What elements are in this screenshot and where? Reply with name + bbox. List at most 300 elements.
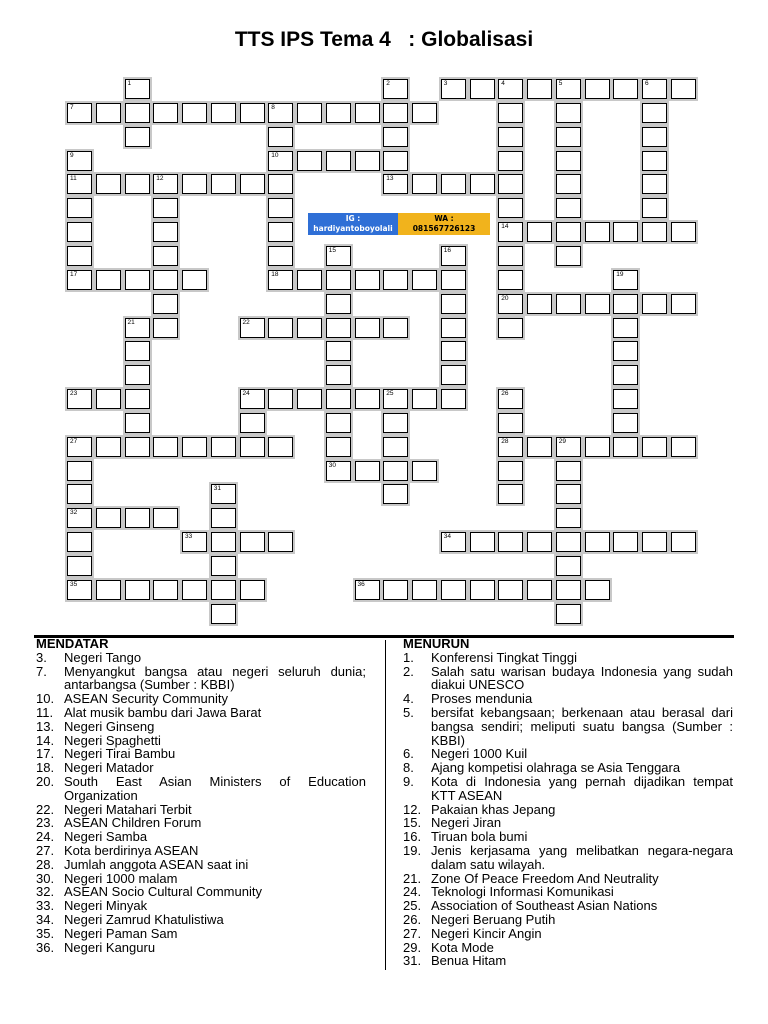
grid-cell[interactable] bbox=[268, 389, 293, 409]
grid-cell[interactable] bbox=[326, 318, 351, 338]
grid-cell[interactable] bbox=[498, 318, 523, 338]
clue-number: 23. bbox=[36, 815, 55, 831]
grid-cell[interactable] bbox=[441, 318, 466, 338]
clue-text: Negeri Kincir Angin bbox=[431, 925, 542, 941]
ig-handle: hardiyantoboyolali bbox=[313, 224, 393, 233]
clue-text: ASEAN Children Forum bbox=[64, 815, 202, 831]
clue-text: Menyangkut bangsa atau negeri seluruh dunia; antarbangsa (Sumber : KBBI) bbox=[64, 663, 366, 693]
grid-cell[interactable] bbox=[556, 246, 581, 266]
clue-text: Teknologi Informasi Komunikasi bbox=[431, 884, 614, 900]
grid-cell[interactable] bbox=[67, 580, 92, 600]
grid-cell[interactable] bbox=[125, 174, 150, 194]
menurun-list bbox=[403, 651, 733, 968]
clue-item bbox=[36, 665, 366, 693]
grid-cell[interactable] bbox=[355, 580, 380, 600]
grid-cell[interactable] bbox=[326, 341, 351, 361]
grid-cell[interactable] bbox=[96, 389, 121, 409]
grid-cell[interactable] bbox=[498, 461, 523, 481]
grid-cell[interactable] bbox=[297, 389, 322, 409]
clue-number: 22. bbox=[36, 801, 55, 817]
grid-cell[interactable] bbox=[498, 151, 523, 171]
grid-cell[interactable] bbox=[125, 341, 150, 361]
grid-cell[interactable] bbox=[556, 151, 581, 171]
grid-cell[interactable] bbox=[383, 484, 408, 504]
clue-number-label: 10 bbox=[271, 151, 279, 159]
grid-cell[interactable] bbox=[383, 174, 408, 194]
clue-number: 13. bbox=[36, 718, 55, 734]
grid-cell[interactable] bbox=[383, 413, 408, 433]
grid-cell[interactable] bbox=[67, 508, 92, 528]
grid-cell[interactable] bbox=[498, 270, 523, 290]
grid-cell[interactable] bbox=[498, 246, 523, 266]
grid-cell[interactable] bbox=[153, 103, 178, 123]
grid-cell[interactable] bbox=[498, 127, 523, 147]
grid-cell[interactable] bbox=[556, 174, 581, 194]
grid-cell[interactable] bbox=[355, 270, 380, 290]
grid-cell[interactable] bbox=[556, 508, 581, 528]
grid-cell[interactable] bbox=[211, 556, 236, 576]
grid-cell[interactable] bbox=[585, 580, 610, 600]
grid-cell[interactable] bbox=[470, 174, 495, 194]
grid-cell[interactable] bbox=[556, 294, 581, 314]
grid-cell[interactable] bbox=[613, 437, 638, 457]
grid-cell[interactable] bbox=[211, 174, 236, 194]
grid-cell[interactable] bbox=[585, 79, 610, 99]
grid-cell[interactable] bbox=[355, 318, 380, 338]
clue-item bbox=[36, 734, 366, 748]
grid-cell[interactable] bbox=[240, 413, 265, 433]
grid-cell[interactable] bbox=[268, 532, 293, 552]
grid-cell[interactable] bbox=[355, 389, 380, 409]
clue-number-label: 13 bbox=[386, 175, 394, 183]
grid-cell[interactable] bbox=[642, 437, 667, 457]
grid-cell[interactable] bbox=[182, 532, 207, 552]
clue-number-label: 17 bbox=[70, 270, 78, 278]
grid-cell[interactable] bbox=[125, 103, 150, 123]
clue-item bbox=[403, 775, 733, 803]
clue-text: Benua Hitam bbox=[431, 953, 507, 969]
grid-cell[interactable] bbox=[383, 580, 408, 600]
menurun-heading: MENURUN bbox=[403, 636, 470, 651]
clue-text: Kota di Indonesia yang pernah dijadikan tempat KTT ASEAN bbox=[431, 773, 733, 803]
grid-cell[interactable] bbox=[642, 294, 667, 314]
grid-cell[interactable] bbox=[642, 103, 667, 123]
clue-item bbox=[36, 927, 366, 941]
grid-cell[interactable] bbox=[412, 270, 437, 290]
grid-cell[interactable] bbox=[671, 222, 696, 242]
clue-item bbox=[36, 775, 366, 803]
grid-cell[interactable] bbox=[297, 270, 322, 290]
grid-cell[interactable] bbox=[268, 270, 293, 290]
grid-cell[interactable] bbox=[211, 508, 236, 528]
grid-cell[interactable] bbox=[642, 79, 667, 99]
grid-cell[interactable] bbox=[613, 294, 638, 314]
grid-cell[interactable] bbox=[498, 484, 523, 504]
clue-item bbox=[36, 872, 366, 886]
clue-item bbox=[403, 954, 733, 968]
grid-cell[interactable] bbox=[412, 174, 437, 194]
grid-cell[interactable] bbox=[125, 318, 150, 338]
clue-number-label: 28 bbox=[501, 437, 509, 445]
clue-number-label: 35 bbox=[70, 580, 78, 588]
grid-cell[interactable] bbox=[211, 532, 236, 552]
grid-cell[interactable] bbox=[498, 389, 523, 409]
clue-number: 33. bbox=[36, 898, 55, 914]
grid-cell[interactable] bbox=[585, 294, 610, 314]
clue-number-label: 19 bbox=[616, 270, 624, 278]
grid-cell[interactable] bbox=[556, 580, 581, 600]
clue-item bbox=[36, 913, 366, 927]
grid-cell[interactable] bbox=[326, 437, 351, 457]
grid-cell[interactable] bbox=[297, 151, 322, 171]
grid-cell[interactable] bbox=[527, 294, 552, 314]
clue-item bbox=[36, 651, 366, 665]
grid-cell[interactable] bbox=[498, 103, 523, 123]
clue-number-label: 4 bbox=[501, 80, 505, 87]
clue-number-label: 30 bbox=[328, 461, 336, 469]
grid-cell[interactable] bbox=[67, 222, 92, 242]
clue-number-label: 23 bbox=[70, 390, 78, 398]
grid-cell[interactable] bbox=[326, 246, 351, 266]
grid-cell[interactable] bbox=[153, 294, 178, 314]
grid-cell[interactable] bbox=[383, 151, 408, 171]
grid-cell[interactable] bbox=[556, 198, 581, 218]
grid-cell[interactable] bbox=[67, 532, 92, 552]
grid-cell[interactable] bbox=[441, 532, 466, 552]
clue-number: 1. bbox=[403, 649, 414, 665]
grid-cell[interactable] bbox=[211, 580, 236, 600]
clue-number-label: 25 bbox=[386, 390, 394, 398]
clue-number: 27. bbox=[36, 842, 55, 858]
grid-cell[interactable] bbox=[412, 580, 437, 600]
grid-cell[interactable] bbox=[326, 461, 351, 481]
grid-cell[interactable] bbox=[125, 508, 150, 528]
grid-cell[interactable] bbox=[67, 484, 92, 504]
grid-cell[interactable] bbox=[297, 103, 322, 123]
grid-cell[interactable] bbox=[240, 103, 265, 123]
clue-item bbox=[36, 747, 366, 761]
mendatar-clues bbox=[36, 637, 366, 954]
clue-number-label: 27 bbox=[70, 437, 78, 445]
grid-cell[interactable] bbox=[498, 79, 523, 99]
clue-item bbox=[403, 830, 733, 844]
grid-cell[interactable] bbox=[268, 103, 293, 123]
grid-cell[interactable] bbox=[240, 437, 265, 457]
grid-cell[interactable] bbox=[268, 127, 293, 147]
instagram-credit bbox=[308, 213, 398, 235]
clue-number-label: 9 bbox=[70, 151, 74, 159]
clue-number-label: 32 bbox=[70, 509, 78, 517]
grid-cell[interactable] bbox=[182, 270, 207, 290]
clue-number: 25. bbox=[403, 898, 422, 914]
grid-cell[interactable] bbox=[556, 461, 581, 481]
grid-cell[interactable] bbox=[355, 103, 380, 123]
grid-cell[interactable] bbox=[613, 318, 638, 338]
clue-item bbox=[403, 913, 733, 927]
grid-cell[interactable] bbox=[441, 341, 466, 361]
grid-cell[interactable] bbox=[96, 270, 121, 290]
grid-cell[interactable] bbox=[556, 604, 581, 624]
grid-cell[interactable] bbox=[153, 508, 178, 528]
grid-cell[interactable] bbox=[125, 413, 150, 433]
grid-cell[interactable] bbox=[240, 389, 265, 409]
grid-cell[interactable] bbox=[240, 532, 265, 552]
clue-text: Tiruan bola bumi bbox=[431, 829, 528, 845]
grid-cell[interactable] bbox=[125, 79, 150, 99]
grid-cell[interactable] bbox=[125, 365, 150, 385]
grid-cell[interactable] bbox=[182, 103, 207, 123]
grid-cell[interactable] bbox=[96, 437, 121, 457]
grid-cell[interactable] bbox=[498, 174, 523, 194]
grid-cell[interactable] bbox=[211, 484, 236, 504]
grid-cell[interactable] bbox=[383, 437, 408, 457]
grid-cell[interactable] bbox=[67, 198, 92, 218]
clue-number-label: 24 bbox=[242, 390, 250, 398]
grid-cell[interactable] bbox=[642, 198, 667, 218]
grid-cell[interactable] bbox=[211, 437, 236, 457]
grid-cell[interactable] bbox=[182, 174, 207, 194]
grid-cell[interactable] bbox=[470, 79, 495, 99]
grid-cell[interactable] bbox=[268, 174, 293, 194]
grid-cell[interactable] bbox=[383, 318, 408, 338]
grid-cell[interactable] bbox=[412, 103, 437, 123]
grid-cell[interactable] bbox=[67, 246, 92, 266]
grid-cell[interactable] bbox=[498, 294, 523, 314]
grid-cell[interactable] bbox=[326, 413, 351, 433]
clue-text: Negeri Tirai Bambu bbox=[64, 746, 176, 762]
clue-number-label: 31 bbox=[213, 485, 221, 493]
grid-cell[interactable] bbox=[125, 270, 150, 290]
grid-cell[interactable] bbox=[556, 127, 581, 147]
grid-cell[interactable] bbox=[125, 127, 150, 147]
clue-item bbox=[36, 761, 366, 775]
grid-cell[interactable] bbox=[67, 556, 92, 576]
grid-cell[interactable] bbox=[642, 174, 667, 194]
grid-cell[interactable] bbox=[441, 270, 466, 290]
grid-cell[interactable] bbox=[268, 222, 293, 242]
grid-cell[interactable] bbox=[412, 461, 437, 481]
grid-cell[interactable] bbox=[67, 270, 92, 290]
grid-cell[interactable] bbox=[67, 174, 92, 194]
grid-cell[interactable] bbox=[326, 103, 351, 123]
grid-cell[interactable] bbox=[498, 413, 523, 433]
grid-cell[interactable] bbox=[326, 294, 351, 314]
page-title: TTS IPS Tema 4 : Globalisasi bbox=[234, 28, 534, 51]
grid-cell[interactable] bbox=[441, 246, 466, 266]
grid-cell[interactable] bbox=[441, 365, 466, 385]
grid-cell[interactable] bbox=[642, 127, 667, 147]
grid-cell[interactable] bbox=[383, 79, 408, 99]
grid-cell[interactable] bbox=[326, 365, 351, 385]
grid-cell[interactable] bbox=[67, 151, 92, 171]
clue-text: Zone Of Peace Freedom And Neutrality bbox=[431, 870, 659, 886]
grid-cell[interactable] bbox=[671, 532, 696, 552]
grid-cell[interactable] bbox=[498, 437, 523, 457]
grid-cell[interactable] bbox=[153, 437, 178, 457]
grid-cell[interactable] bbox=[67, 389, 92, 409]
grid-cell[interactable] bbox=[470, 580, 495, 600]
grid-cell[interactable] bbox=[182, 437, 207, 457]
grid-cell[interactable] bbox=[556, 437, 581, 457]
grid-cell[interactable] bbox=[153, 198, 178, 218]
grid-cell[interactable] bbox=[527, 580, 552, 600]
grid-cell[interactable] bbox=[355, 461, 380, 481]
grid-cell[interactable] bbox=[125, 580, 150, 600]
grid-cell[interactable] bbox=[153, 174, 178, 194]
grid-cell[interactable] bbox=[326, 151, 351, 171]
clue-text: Negeri Beruang Putih bbox=[431, 911, 556, 927]
clue-number-label: 20 bbox=[501, 294, 509, 302]
grid-cell[interactable] bbox=[585, 222, 610, 242]
grid-cell[interactable] bbox=[125, 437, 150, 457]
crossword-grid bbox=[67, 79, 700, 629]
grid-cell[interactable] bbox=[498, 222, 523, 242]
grid-cell[interactable] bbox=[240, 580, 265, 600]
grid-cell[interactable] bbox=[153, 318, 178, 338]
clue-text: ASEAN Socio Cultural Community bbox=[64, 884, 262, 900]
wa-number: 081567726123 bbox=[412, 224, 476, 233]
grid-cell[interactable] bbox=[527, 79, 552, 99]
clue-item bbox=[403, 899, 733, 913]
grid-cell[interactable] bbox=[556, 484, 581, 504]
clue-text: Negeri Samba bbox=[64, 829, 148, 845]
clue-text: Pakaian khas Jepang bbox=[431, 801, 556, 817]
grid-cell[interactable] bbox=[268, 318, 293, 338]
grid-cell[interactable] bbox=[383, 127, 408, 147]
grid-cell[interactable] bbox=[671, 79, 696, 99]
clue-number: 15. bbox=[403, 815, 422, 831]
grid-cell[interactable] bbox=[556, 222, 581, 242]
clue-number: 7. bbox=[36, 663, 47, 679]
grid-cell[interactable] bbox=[613, 413, 638, 433]
clue-number-label: 16 bbox=[443, 246, 451, 254]
grid-cell[interactable] bbox=[268, 198, 293, 218]
grid-cell[interactable] bbox=[240, 318, 265, 338]
grid-cell[interactable] bbox=[671, 294, 696, 314]
grid-cell[interactable] bbox=[153, 270, 178, 290]
grid-cell[interactable] bbox=[211, 604, 236, 624]
grid-cell[interactable] bbox=[556, 79, 581, 99]
grid-cell[interactable] bbox=[355, 151, 380, 171]
grid-cell[interactable] bbox=[556, 532, 581, 552]
clue-text: Negeri Minyak bbox=[64, 898, 148, 914]
clue-item bbox=[36, 830, 366, 844]
grid-cell[interactable] bbox=[153, 580, 178, 600]
grid-cell[interactable] bbox=[125, 389, 150, 409]
grid-cell[interactable] bbox=[153, 246, 178, 266]
grid-cell[interactable] bbox=[527, 437, 552, 457]
grid-cell[interactable] bbox=[498, 198, 523, 218]
grid-cell[interactable] bbox=[96, 103, 121, 123]
grid-cell[interactable] bbox=[383, 461, 408, 481]
grid-cell[interactable] bbox=[240, 174, 265, 194]
clue-number-label: 3 bbox=[443, 80, 448, 87]
grid-cell[interactable] bbox=[441, 389, 466, 409]
clue-text: Association of Southeast Asian Nations bbox=[431, 898, 658, 914]
grid-cell[interactable] bbox=[613, 270, 638, 290]
clue-number: 11. bbox=[36, 704, 54, 720]
clue-text: Proses mendunia bbox=[431, 691, 533, 707]
grid-cell[interactable] bbox=[412, 389, 437, 409]
grid-cell[interactable] bbox=[613, 222, 638, 242]
grid-cell[interactable] bbox=[326, 270, 351, 290]
grid-cell[interactable] bbox=[96, 508, 121, 528]
grid-cell[interactable] bbox=[383, 389, 408, 409]
grid-cell[interactable] bbox=[585, 532, 610, 552]
clue-number: 14. bbox=[36, 732, 55, 748]
grid-cell[interactable] bbox=[96, 174, 121, 194]
clue-number: 36. bbox=[36, 939, 55, 955]
grid-cell[interactable] bbox=[613, 532, 638, 552]
grid-cell[interactable] bbox=[556, 103, 581, 123]
clue-text: Negeri Spaghetti bbox=[64, 732, 161, 748]
grid-cell[interactable] bbox=[613, 79, 638, 99]
grid-cell[interactable] bbox=[96, 580, 121, 600]
clue-item bbox=[36, 941, 366, 955]
grid-cell[interactable] bbox=[153, 222, 178, 242]
grid-cell[interactable] bbox=[182, 580, 207, 600]
grid-cell[interactable] bbox=[441, 294, 466, 314]
grid-cell[interactable] bbox=[642, 222, 667, 242]
clue-number: 24. bbox=[403, 884, 422, 900]
grid-cell[interactable] bbox=[441, 580, 466, 600]
grid-cell[interactable] bbox=[67, 437, 92, 457]
grid-cell[interactable] bbox=[383, 270, 408, 290]
grid-cell[interactable] bbox=[67, 461, 92, 481]
grid-cell[interactable] bbox=[527, 532, 552, 552]
clue-number-label: 33 bbox=[185, 533, 193, 541]
clue-text: Negeri Zamrud Khatulistiwa bbox=[64, 911, 224, 927]
grid-cell[interactable] bbox=[326, 389, 351, 409]
grid-cell[interactable] bbox=[441, 174, 466, 194]
grid-cell[interactable] bbox=[585, 437, 610, 457]
grid-cell[interactable] bbox=[67, 103, 92, 123]
clue-number: 24. bbox=[36, 829, 55, 845]
grid-cell[interactable] bbox=[211, 103, 236, 123]
clue-number: 9. bbox=[403, 773, 414, 789]
grid-cell[interactable] bbox=[613, 341, 638, 361]
grid-cell[interactable] bbox=[642, 151, 667, 171]
clue-item bbox=[403, 885, 733, 899]
clue-number-label: 11 bbox=[70, 175, 77, 183]
grid-cell[interactable] bbox=[268, 151, 293, 171]
clue-number: 5. bbox=[403, 704, 414, 720]
clue-item bbox=[403, 747, 733, 761]
grid-cell[interactable] bbox=[671, 437, 696, 457]
grid-cell[interactable] bbox=[556, 556, 581, 576]
author-credit-banner bbox=[308, 213, 490, 235]
grid-cell[interactable] bbox=[268, 437, 293, 457]
grid-cell[interactable] bbox=[498, 580, 523, 600]
grid-cell[interactable] bbox=[527, 222, 552, 242]
grid-cell[interactable] bbox=[268, 246, 293, 266]
grid-cell[interactable] bbox=[297, 318, 322, 338]
grid-cell[interactable] bbox=[470, 532, 495, 552]
clue-item bbox=[403, 872, 733, 886]
clue-text: South East Asian Ministers of Education Organization bbox=[64, 773, 366, 803]
grid-cell[interactable] bbox=[613, 365, 638, 385]
grid-cell[interactable] bbox=[383, 103, 408, 123]
clue-item bbox=[403, 816, 733, 830]
clue-number: 21. bbox=[403, 870, 422, 886]
clue-item bbox=[403, 692, 733, 706]
clue-item bbox=[403, 844, 733, 872]
grid-cell[interactable] bbox=[498, 532, 523, 552]
clue-item bbox=[403, 761, 733, 775]
grid-cell[interactable] bbox=[613, 389, 638, 409]
grid-cell[interactable] bbox=[441, 79, 466, 99]
grid-cell[interactable] bbox=[642, 532, 667, 552]
